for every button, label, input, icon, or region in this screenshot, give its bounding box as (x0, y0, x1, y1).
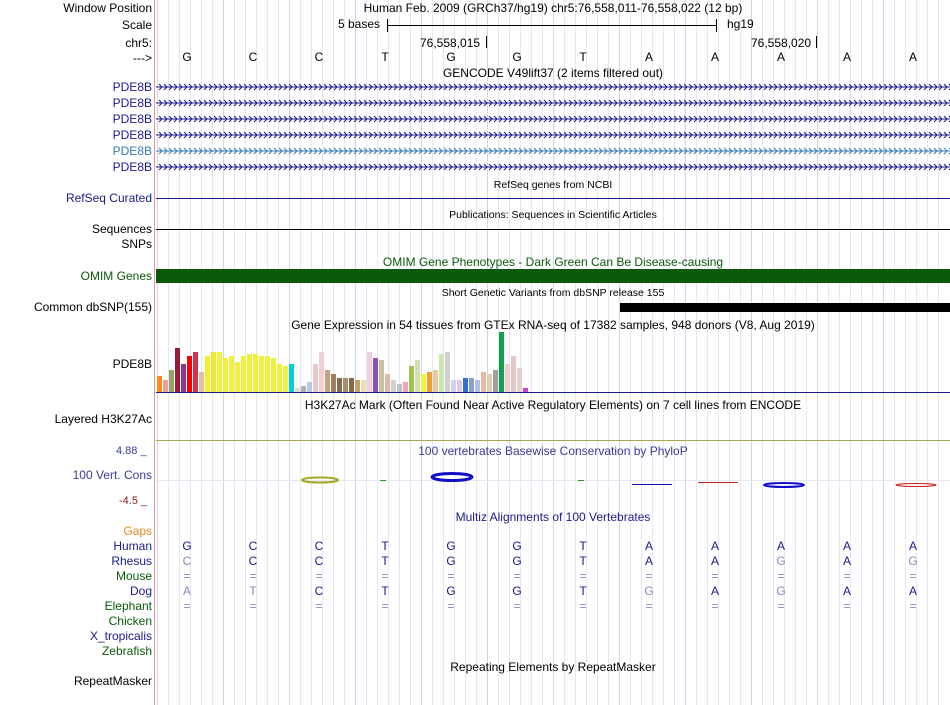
alignment-base: A (710, 554, 719, 568)
gtex-tissue-bar[interactable] (403, 382, 408, 392)
sequences-line[interactable] (156, 229, 950, 230)
species-label[interactable]: Mouse (115, 569, 152, 583)
track-border (154, 0, 155, 705)
alignment-base: = (447, 599, 455, 613)
publications-title[interactable]: Publications: Sequences in Scientific Articles (449, 209, 657, 221)
repeatmasker-title[interactable]: Repeating Elements by RepeatMasker (450, 660, 656, 674)
gtex-tissue-bar[interactable] (223, 358, 228, 392)
alignment-base: G (908, 554, 918, 568)
alignment-base: A (776, 539, 785, 553)
ruler-base: T (381, 50, 389, 64)
gtex-tissue-bar[interactable] (295, 388, 300, 392)
gencode-track-label[interactable]: PDE8B (112, 144, 152, 158)
gtex-tissue-bar[interactable] (265, 356, 270, 392)
alignment-base: T (249, 584, 257, 598)
window-position-value: Human Feb. 2009 (GRCh37/hg19) chr5:76,558,011-76,558,022 (12 bp) (363, 1, 743, 15)
scale-label: Scale (121, 18, 152, 32)
species-label[interactable]: Zebrafish (101, 644, 152, 658)
alignment-base: = (711, 569, 719, 583)
ruler-base: A (842, 50, 851, 64)
gtex-tissue-bar[interactable] (475, 380, 480, 392)
gencode-track-label[interactable]: PDE8B (112, 160, 152, 174)
gtex-tissue-bar[interactable] (271, 358, 276, 392)
alignment-base: = (315, 599, 323, 613)
species-label[interactable]: Dog (129, 584, 152, 598)
gtex-tissue-bar[interactable] (307, 382, 312, 392)
gtex-tissue-bar[interactable] (253, 354, 258, 392)
alignment-base: = (777, 599, 785, 613)
gtex-tissue-bar[interactable] (523, 388, 528, 392)
gtex-tissue-bar[interactable] (379, 360, 384, 392)
alignment-base: T (579, 539, 587, 553)
dbsnp-variant-bar[interactable] (620, 303, 950, 312)
alignment-base: T (579, 554, 587, 568)
gencode-transcript-line[interactable] (156, 114, 950, 124)
refseq-gene-line[interactable] (156, 198, 950, 199)
gtex-tissue-bar[interactable] (169, 370, 174, 392)
coord-label-1: 76,558,015 (420, 36, 481, 50)
alignment-base: G (182, 539, 192, 553)
alignment-base: = (381, 599, 389, 613)
h3k27ac-label[interactable]: Layered H3K27Ac (54, 412, 152, 426)
gtex-tissue-bar[interactable] (319, 352, 324, 392)
alignment-base: = (843, 569, 851, 583)
conservation-title[interactable]: 100 vertebrates Basewise Conservation by PhyloP (418, 444, 688, 458)
gtex-tissue-bar[interactable] (349, 378, 354, 392)
gtex-tissue-bar[interactable] (259, 356, 264, 392)
alignment-base: T (381, 584, 389, 598)
gtex-tissue-bar[interactable] (481, 372, 486, 392)
alignment-base: = (843, 599, 851, 613)
gtex-tissue-bar[interactable] (451, 380, 456, 392)
gtex-tissue-bar[interactable] (511, 356, 516, 392)
alignment-base: = (777, 569, 785, 583)
gtex-tissue-bar[interactable] (397, 384, 402, 392)
ruler-base: A (710, 50, 719, 64)
chrom-label: chr5: (125, 36, 152, 50)
gtex-tissue-bar[interactable] (289, 364, 294, 392)
alignment-base: = (513, 599, 521, 613)
conservation-min-label: -4.5 _ (119, 495, 148, 507)
gtex-tissue-bar[interactable] (331, 374, 336, 392)
alignment-base: G (512, 554, 522, 568)
ruler-base: C (248, 50, 258, 64)
gtex-tissue-bar[interactable] (391, 380, 396, 392)
gtex-tissue-bar[interactable] (361, 380, 366, 392)
gtex-tissue-bar[interactable] (229, 356, 234, 392)
species-label[interactable]: X_tropicalis (89, 629, 152, 643)
gtex-tissue-bar[interactable] (175, 348, 180, 392)
gencode-transcript-line[interactable] (156, 130, 950, 140)
alignment-base: A (710, 539, 719, 553)
gtex-title[interactable]: Gene Expression in 54 tissues from GTEx RNA-seq of 17382 samples, 948 donors (V8, Aug 2019) (291, 318, 815, 332)
alignment-base: C (314, 539, 324, 553)
alignment-base: A (908, 539, 917, 553)
gtex-tissue-bar[interactable] (469, 378, 474, 392)
gtex-tissue-bar[interactable] (409, 366, 414, 392)
gtex-tissue-bar[interactable] (433, 370, 438, 392)
omim-label[interactable]: OMIM Genes (80, 269, 152, 283)
gtex-tissue-bar[interactable] (427, 372, 432, 392)
gtex-tissue-bar[interactable] (439, 354, 444, 392)
gencode-transcript-line[interactable] (156, 82, 950, 92)
alignment-base: G (446, 584, 456, 598)
gtex-tissue-bar[interactable] (247, 354, 252, 392)
ruler-base: A (644, 50, 653, 64)
alignment-base: = (711, 599, 719, 613)
species-label[interactable]: Rhesus (111, 554, 152, 568)
gencode-transcript-line[interactable] (156, 146, 950, 156)
alignment-base: C (182, 554, 192, 568)
gtex-tissue-bar[interactable] (181, 364, 186, 392)
gtex-tissue-bar[interactable] (499, 332, 504, 392)
ruler-base: G (182, 50, 192, 64)
ruler-base: G (512, 50, 522, 64)
alignment-base: C (248, 539, 258, 553)
alignment-base: T (381, 554, 389, 568)
alignment-base: = (579, 599, 587, 613)
gencode-track-label[interactable]: PDE8B (112, 96, 152, 110)
gencode-transcript-line[interactable] (156, 98, 950, 108)
gtex-tissue-bar[interactable] (385, 374, 390, 392)
conservation-logo-g[interactable] (764, 483, 804, 487)
conservation-max-label: 4.88 _ (116, 445, 147, 457)
alignment-base: = (909, 569, 917, 583)
alignment-base: A (644, 539, 653, 553)
h3k27ac-signal-line[interactable] (156, 440, 950, 441)
gencode-track-label[interactable]: PDE8B (112, 80, 152, 94)
alignment-base: G (446, 554, 456, 568)
alignment-base: G (644, 584, 654, 598)
alignment-base: = (249, 599, 257, 613)
gtex-tissue-bar[interactable] (157, 376, 162, 392)
alignment-base: = (909, 599, 917, 613)
alignment-base: A (842, 554, 851, 568)
snps-label[interactable]: SNPs (121, 237, 152, 251)
sequences-label[interactable]: Sequences (91, 222, 152, 236)
gtex-tissue-bar[interactable] (421, 374, 426, 392)
conservation-logo-g[interactable] (432, 474, 472, 481)
gtex-bar-chart[interactable] (156, 330, 950, 396)
gtex-tissue-bar[interactable] (343, 378, 348, 392)
gtex-tissue-bar[interactable] (415, 360, 420, 392)
alignment-base: G (446, 539, 456, 553)
h3k27ac-title[interactable]: H3K27Ac Mark (Often Found Near Active Regulatory Elements) on 7 cell lines from ENCODE (304, 398, 802, 412)
gtex-tissue-bar[interactable] (337, 378, 342, 392)
window-position-label: Window Position (63, 1, 152, 15)
gtex-tissue-bar[interactable] (277, 364, 282, 392)
alignment-base: = (447, 569, 455, 583)
alignment-base: G (512, 539, 522, 553)
alignment-base: C (314, 584, 324, 598)
species-label[interactable]: Human (113, 539, 152, 553)
gtex-tissue-bar[interactable] (199, 372, 204, 392)
alignment-base: = (183, 599, 191, 613)
ruler-base: G (446, 50, 456, 64)
omim-title[interactable]: OMIM Gene Phenotypes - Dark Green Can Be Disease-causing (382, 255, 724, 269)
alignment-base: = (315, 569, 323, 583)
alignment-base: = (645, 569, 653, 583)
dbsnp-label[interactable]: Common dbSNP(155) (33, 300, 152, 314)
strand-label: ---> (133, 51, 152, 65)
gtex-tissue-bar[interactable] (193, 352, 198, 392)
conservation-logo[interactable] (156, 466, 950, 494)
gtex-tissue-bar[interactable] (373, 358, 378, 392)
gtex-tissue-bar[interactable] (283, 366, 288, 392)
conservation-logo-a[interactable] (896, 484, 936, 487)
alignment-base: A (182, 584, 191, 598)
gtex-tissue-bar[interactable] (301, 386, 306, 392)
alignment-base: A (710, 584, 719, 598)
alignment-base: = (183, 569, 191, 583)
gtex-tissue-bar[interactable] (187, 356, 192, 392)
gtex-tissue-bar[interactable] (463, 378, 468, 392)
gencode-track-label[interactable]: PDE8B (112, 112, 152, 126)
repeatmasker-label[interactable]: RepeatMasker (73, 674, 152, 688)
gtex-label[interactable]: PDE8B (112, 357, 152, 371)
dbsnp-title[interactable]: Short Genetic Variants from dbSNP release 155 (441, 287, 665, 299)
coord-label-2: 76,558,020 (751, 36, 812, 50)
gtex-tissue-bar[interactable] (241, 356, 246, 392)
gtex-tissue-bar[interactable] (493, 370, 498, 392)
alignment-base: = (513, 569, 521, 583)
alignment-base: = (381, 569, 389, 583)
gtex-tissue-bar[interactable] (457, 380, 462, 392)
gencode-title[interactable]: GENCODE V49lift37 (2 items filtered out) (442, 66, 664, 80)
ruler-base: A (908, 50, 917, 64)
gtex-tissue-bar[interactable] (205, 356, 210, 392)
multiz-title[interactable]: Multiz Alignments of 100 Vertebrates (455, 510, 651, 524)
alignment-base: = (249, 569, 257, 583)
conservation-label[interactable]: 100 Vert. Cons (72, 468, 152, 482)
gtex-tissue-bar[interactable] (355, 380, 360, 392)
alignment-base: A (842, 584, 851, 598)
refseq-title[interactable]: RefSeq genes from NCBI (493, 179, 613, 191)
gtex-tissue-bar[interactable] (313, 364, 318, 392)
alignment-base: T (381, 539, 389, 553)
alignment-base: T (579, 584, 587, 598)
alignment-base: C (314, 554, 324, 568)
scale-text: 5 bases (338, 17, 381, 31)
species-label[interactable]: Chicken (108, 614, 152, 628)
gtex-tissue-bar[interactable] (163, 380, 168, 392)
ruler-base: C (314, 50, 324, 64)
alignment-base: A (908, 584, 917, 598)
alignment-base: A (842, 539, 851, 553)
alignment-base: G (776, 554, 786, 568)
alignment-base: = (579, 569, 587, 583)
gencode-transcript-line[interactable] (156, 162, 950, 172)
gtex-tissue-bar[interactable] (505, 364, 510, 392)
gencode-track-label[interactable]: PDE8B (112, 128, 152, 142)
alignment-base: G (512, 584, 522, 598)
gtex-tissue-bar[interactable] (487, 374, 492, 392)
gtex-tissue-bar[interactable] (235, 362, 240, 392)
gtex-tissue-bar[interactable] (211, 352, 216, 392)
alignment-base: G (776, 584, 786, 598)
species-label[interactable]: Elephant (104, 599, 152, 613)
ruler-base: T (579, 50, 587, 64)
gtex-tissue-bar[interactable] (325, 370, 330, 392)
gaps-label: Gaps (123, 524, 152, 538)
omim-gene-bar[interactable] (156, 269, 950, 283)
alignment-base: A (644, 554, 653, 568)
gtex-tissue-bar[interactable] (445, 352, 450, 392)
gtex-tissue-bar[interactable] (217, 352, 222, 392)
gtex-tissue-bar[interactable] (517, 368, 522, 392)
ruler-base: A (776, 50, 785, 64)
alignment-base: = (645, 599, 653, 613)
refseq-label[interactable]: RefSeq Curated (65, 191, 152, 205)
scale-assembly: hg19 (727, 17, 754, 31)
gtex-tissue-bar[interactable] (367, 352, 372, 392)
alignment-base: C (248, 554, 258, 568)
